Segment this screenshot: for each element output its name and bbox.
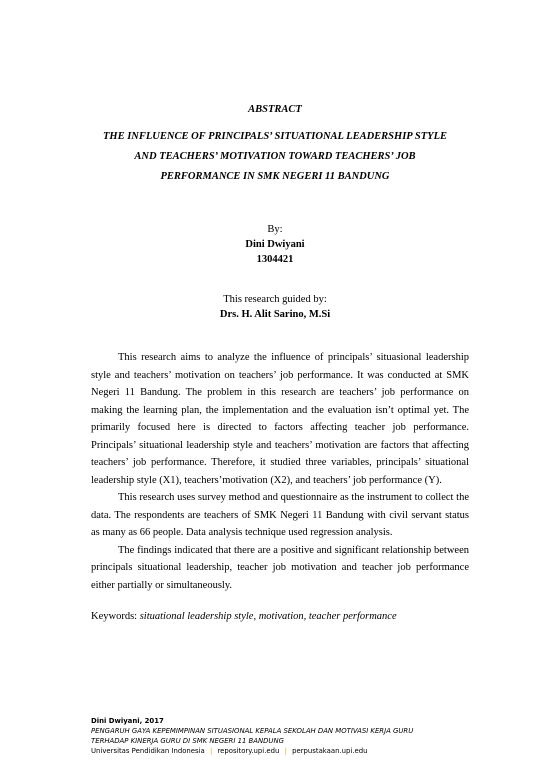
title-line-1: THE INFLUENCE OF PRINCIPALS’ SITUATIONAL LEADERSHIP STYLE xyxy=(102,131,448,142)
section-heading: ABSTRACT xyxy=(248,104,302,115)
footer-repository-link[interactable]: repository.upi.edu xyxy=(217,747,280,755)
guide-block xyxy=(0,292,550,322)
by-label: By: xyxy=(267,224,283,235)
author-name: Dini Dwiyani xyxy=(245,239,305,250)
footer-author-year: Dini Dwiyani, 2017 xyxy=(91,717,164,725)
footer-library-link[interactable]: perpustakaan.upi.edu xyxy=(292,747,368,755)
footer-title-line-2: TERHADAP KINERJA GURU DI SMK NEGERI 11 BANDUNG xyxy=(91,737,284,745)
footer-separator: | xyxy=(284,747,287,755)
author-block xyxy=(0,222,550,267)
abstract-body xyxy=(91,349,469,594)
footer-links xyxy=(91,746,531,756)
page-footer xyxy=(91,716,531,756)
guide-label: This research guided by: xyxy=(223,294,327,305)
abstract-paragraph-2: This research uses survey method and questionnaire as the instrument to collect the data. The respondents are teachers of SMK Negeri 11 Bandung with civil servant status as many as 66 people. Data analysis technique used regression analysis. xyxy=(91,492,469,538)
author-id: 1304421 xyxy=(256,254,294,265)
keywords-label: Keywords: xyxy=(91,611,138,622)
paper-title xyxy=(0,127,550,187)
keywords-line xyxy=(91,611,397,622)
footer-institution: Universitas Pendidikan Indonesia xyxy=(91,747,205,755)
footer-title-line-1: PENGARUH GAYA KEPEMIMPINAN SITUASIONAL KEPALA SEKOLAH DAN MOTIVASI KERJA GURU xyxy=(91,727,414,735)
abstract-paragraph-1: This research aims to analyze the influence of principals’ situasional leadership style and teachers’ motivation on teachers’ job performance. It was conducted at SMK Negeri 11 Bandung. The problem in this research are teachers’ job performance on making the learning plan, the implementation and the evaluation isn’t optimal yet. The primarily focused here is directed to factors affecting teacher job performance. Principals’ situational leadership style and teachers’ motivation are factors that affecting teachers’ job performance. Therefore, it studied three variables, principals’ situational leadership style (X1), teachers’motivation (X2), and teachers’ job performance (Y). xyxy=(91,352,469,486)
title-line-3: PERFORMANCE IN SMK NEGERI 11 BANDUNG xyxy=(160,171,390,182)
keywords-values: situational leadership style, motivation, teacher performance xyxy=(139,611,397,622)
footer-separator: | xyxy=(209,747,213,755)
title-line-2: AND TEACHERS’ MOTIVATION TOWARD TEACHERS’ JOB xyxy=(134,151,416,162)
guide-name: Drs. H. Alit Sarino, M.Si xyxy=(219,309,331,320)
abstract-paragraph-3: The findings indicated that there are a positive and significant relationship between principals situational leadership, teacher job motivation and teacher job performance either partially or simultaneously. xyxy=(91,544,469,591)
